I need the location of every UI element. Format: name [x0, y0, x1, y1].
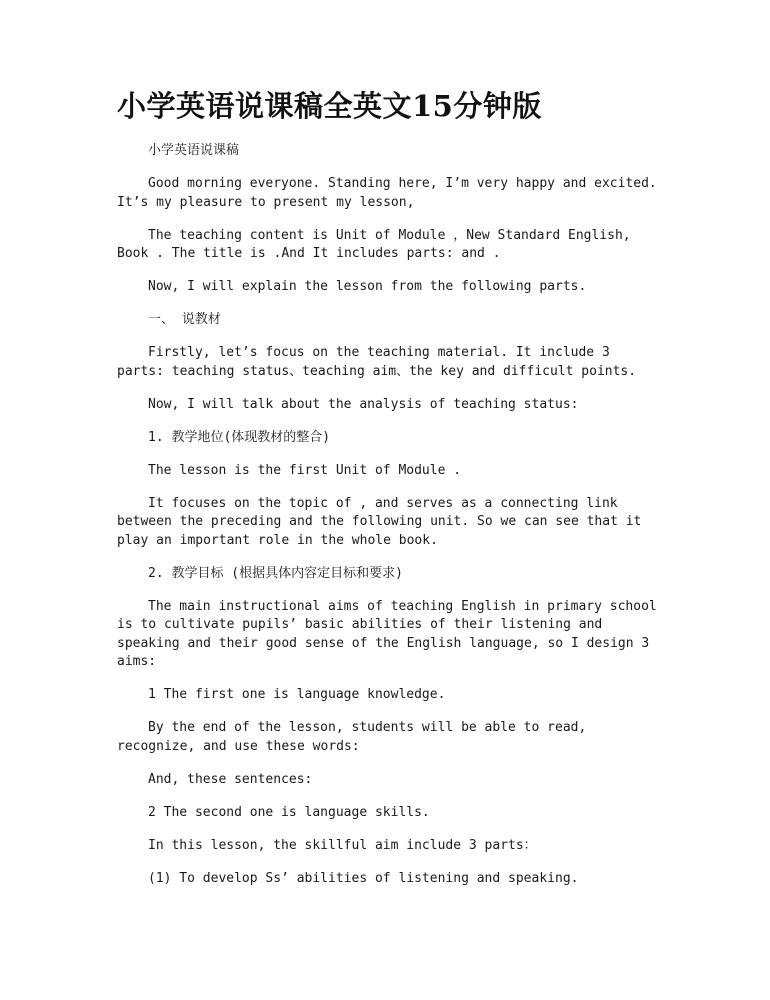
paragraph: The lesson is the first Unit of Module . — [148, 462, 462, 478]
paragraph: Now, I will explain the lesson from the following parts. — [148, 279, 587, 294]
paragraph: The main instructional aims of teaching English in primary school is to cultivate pupils’ basic abilities of their listening and speaking and their good sense of the English language, so I design 3 aims: — [117, 598, 657, 669]
document-body — [117, 142, 657, 903]
list-item: (1) To develop Ss’ abilities of listening and speaking. — [148, 870, 579, 886]
list-item: 2 The second one is language skills. — [148, 804, 430, 820]
section-heading: 一、 说教材 — [148, 312, 221, 327]
paragraph: By the end of the lesson, students will be able to read, recognize, and use these words: — [117, 720, 587, 754]
paragraph: Good morning everyone. Standing here, I’m very happy and excited. It’s my pleasure to present my lesson, — [117, 176, 657, 210]
subsection-heading: 2. 教学目标 (根据具体内容定目标和要求) — [148, 565, 403, 581]
paragraph: And, these sentences: — [148, 771, 313, 787]
list-item: 1 The first one is language knowledge. — [148, 687, 446, 702]
paragraph: In this lesson, the skillful aim include 3 parts： — [148, 837, 537, 853]
document-title: 小学英语说课稿全英文15分钟版 — [117, 89, 542, 123]
paragraph: It focuses on the topic of , and serves as a connecting link between the preceding and the following unit. So we can see that it play an important role in the whole book. — [117, 495, 642, 548]
paragraph: Firstly, let’s focus on the teaching material. It include 3 parts: teaching status、teaching aim、the key and difficult points. — [117, 345, 637, 379]
paragraph: Now, I will talk about the analysis of teaching status: — [148, 396, 579, 412]
paragraph: The teaching content is Unit of Module ，New Standard English, Book . The title is .And It includes parts: and . — [117, 227, 631, 261]
paragraph: 小学英语说课稿 — [148, 143, 240, 158]
subsection-heading: 1. 教学地位(体现教材的整合) — [148, 429, 331, 445]
